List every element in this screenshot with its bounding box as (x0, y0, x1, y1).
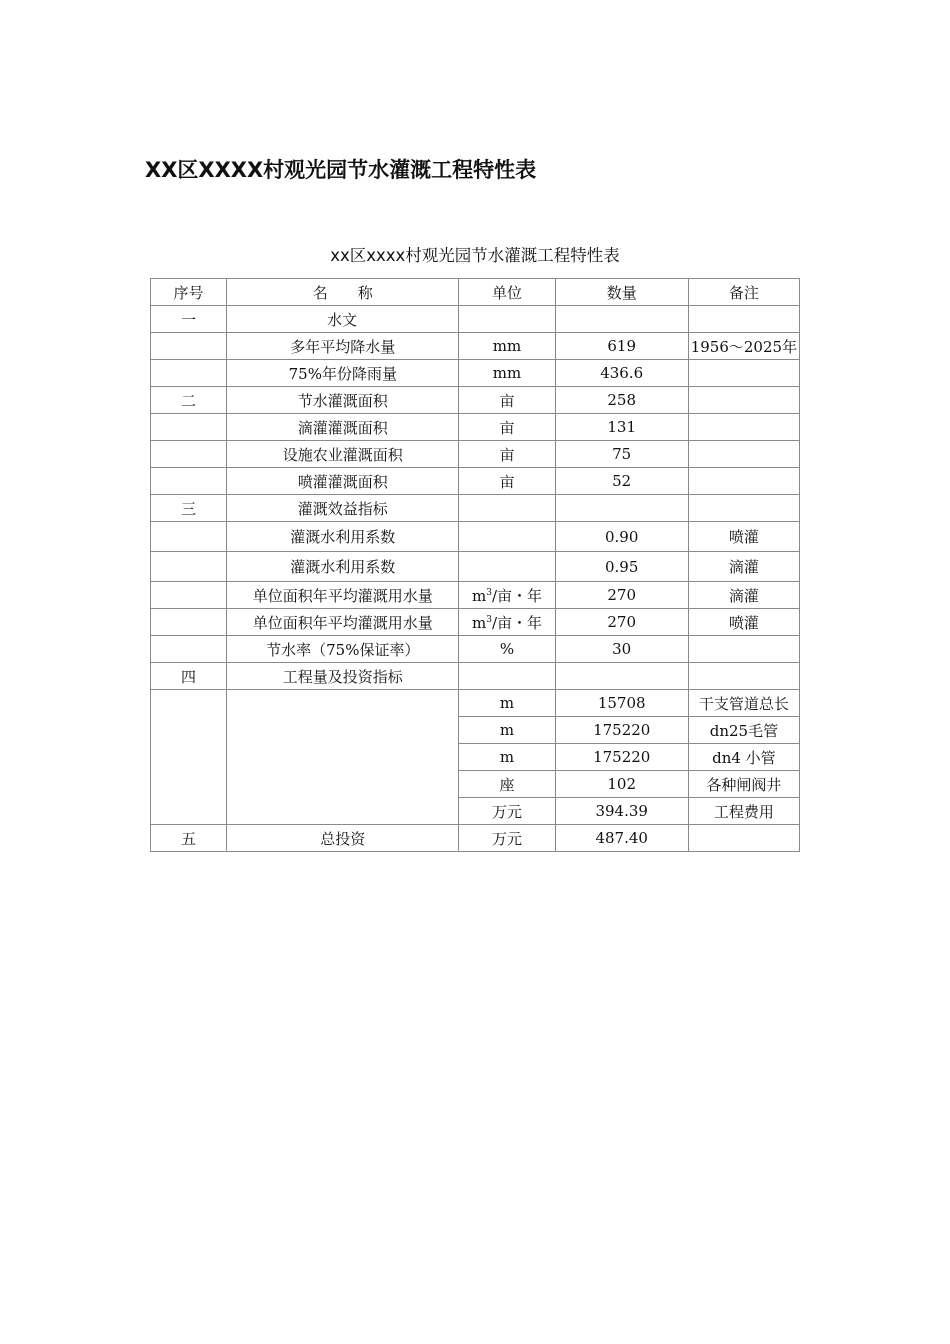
cell-name: 多年平均降水量 (227, 333, 459, 360)
unit-superscript: 3 (486, 614, 492, 625)
cell-note (688, 387, 799, 414)
cell-note (688, 663, 799, 690)
cell-unit: m (459, 744, 555, 771)
document-title: XX区XXXX村观光园节水灌溉工程特性表 (145, 158, 537, 182)
cell-note (688, 414, 799, 441)
spec-table (150, 278, 800, 852)
table-row (151, 663, 800, 690)
cell-name: 节水灌溉面积 (227, 387, 459, 414)
cell-name: 滴灌灌溉面积 (227, 414, 459, 441)
cell-note: 各种闸阀井 (688, 771, 799, 798)
unit-rest: /亩・年 (491, 613, 543, 632)
cell-no-merged (151, 690, 227, 825)
header-unit: 单位 (459, 279, 555, 306)
unit-base: m (472, 586, 487, 605)
table-total-row (151, 825, 800, 852)
header-no: 序号 (151, 279, 227, 306)
cell-unit (459, 495, 555, 522)
cell-name: 灌溉水利用系数 (227, 552, 459, 582)
cell-qty: 0.95 (555, 552, 688, 582)
cell-no (151, 552, 227, 582)
cell-note: 喷灌 (688, 609, 799, 636)
unit-base: m (472, 613, 487, 632)
table-row (151, 414, 800, 441)
cell-qty: 619 (555, 333, 688, 360)
cell-name: 喷灌灌溉面积 (227, 468, 459, 495)
table-row (151, 609, 800, 636)
cell-qty: 270 (555, 582, 688, 609)
cell-name: 75%年份降雨量 (227, 360, 459, 387)
cell-note (688, 360, 799, 387)
table-row (151, 306, 800, 333)
cell-qty: 30 (555, 636, 688, 663)
cell-unit (459, 552, 555, 582)
cell-qty: 175220 (555, 744, 688, 771)
cell-name: 灌溉水利用系数 (227, 522, 459, 552)
cell-note: 工程费用 (688, 798, 799, 825)
cell-no (151, 360, 227, 387)
cell-name: 设施农业灌溉面积 (227, 441, 459, 468)
cell-note: 滴灌 (688, 552, 799, 582)
cell-unit (459, 609, 555, 636)
cell-no: 五 (151, 825, 227, 852)
cell-unit: m (459, 690, 555, 717)
cell-note: 滴灌 (688, 582, 799, 609)
cell-qty: 52 (555, 468, 688, 495)
cell-note (688, 306, 799, 333)
cell-no (151, 468, 227, 495)
cell-qty: 75 (555, 441, 688, 468)
cell-note (688, 468, 799, 495)
cell-name: 单位面积年平均灌溉用水量 (227, 609, 459, 636)
cell-name: 单位面积年平均灌溉用水量 (227, 582, 459, 609)
table-row (151, 582, 800, 609)
cell-note: dn25毛管 (688, 717, 799, 744)
cell-unit (459, 306, 555, 333)
cell-no: 二 (151, 387, 227, 414)
cell-unit (459, 663, 555, 690)
cell-note (688, 495, 799, 522)
cell-unit: mm (459, 333, 555, 360)
cell-note: 1956～2025年 (688, 333, 799, 360)
cell-qty (555, 663, 688, 690)
cell-no (151, 582, 227, 609)
table-row (151, 468, 800, 495)
cell-qty: 0.90 (555, 522, 688, 552)
cell-note (688, 636, 799, 663)
cell-unit: % (459, 636, 555, 663)
table-row (151, 522, 800, 552)
cell-qty: 175220 (555, 717, 688, 744)
header-name: 名 称 (227, 279, 459, 306)
cell-note (688, 825, 799, 852)
cell-qty: 487.40 (555, 825, 688, 852)
cell-unit: 亩 (459, 387, 555, 414)
cell-unit: 万元 (459, 825, 555, 852)
cell-name-merged (227, 690, 459, 825)
cell-unit: 万元 (459, 798, 555, 825)
cell-note: dn4 小管 (688, 744, 799, 771)
table-row (151, 387, 800, 414)
table-row (151, 690, 800, 717)
cell-name: 总投资 (227, 825, 459, 852)
cell-no (151, 636, 227, 663)
cell-no (151, 414, 227, 441)
header-qty: 数量 (555, 279, 688, 306)
cell-unit (459, 522, 555, 552)
cell-name: 工程量及投资指标 (227, 663, 459, 690)
cell-qty: 258 (555, 387, 688, 414)
cell-no (151, 333, 227, 360)
table-row (151, 495, 800, 522)
header-note: 备注 (688, 279, 799, 306)
cell-unit: 亩 (459, 441, 555, 468)
cell-qty: 394.39 (555, 798, 688, 825)
cell-name: 灌溉效益指标 (227, 495, 459, 522)
cell-note (688, 441, 799, 468)
table-header-row (151, 279, 800, 306)
cell-name: 水文 (227, 306, 459, 333)
cell-no: 一 (151, 306, 227, 333)
cell-qty: 102 (555, 771, 688, 798)
cell-unit: m (459, 717, 555, 744)
cell-qty (555, 495, 688, 522)
unit-superscript: 3 (486, 587, 492, 598)
cell-qty: 270 (555, 609, 688, 636)
table-row (151, 441, 800, 468)
cell-no (151, 441, 227, 468)
cell-no (151, 522, 227, 552)
cell-qty: 131 (555, 414, 688, 441)
cell-qty: 436.6 (555, 360, 688, 387)
cell-no: 三 (151, 495, 227, 522)
cell-unit: 亩 (459, 468, 555, 495)
unit-rest: /亩・年 (491, 586, 543, 605)
table-row (151, 552, 800, 582)
cell-note: 干支管道总长 (688, 690, 799, 717)
table-row (151, 333, 800, 360)
cell-unit: 亩 (459, 414, 555, 441)
table-row (151, 636, 800, 663)
cell-unit (459, 582, 555, 609)
cell-qty (555, 306, 688, 333)
cell-note: 喷灌 (688, 522, 799, 552)
cell-name: 节水率（75%保证率） (227, 636, 459, 663)
cell-unit: 座 (459, 771, 555, 798)
table-row (151, 360, 800, 387)
cell-no (151, 609, 227, 636)
cell-qty: 15708 (555, 690, 688, 717)
cell-unit: mm (459, 360, 555, 387)
table-caption: xx区xxxx村观光园节水灌溉工程特性表 (330, 246, 620, 265)
cell-no: 四 (151, 663, 227, 690)
